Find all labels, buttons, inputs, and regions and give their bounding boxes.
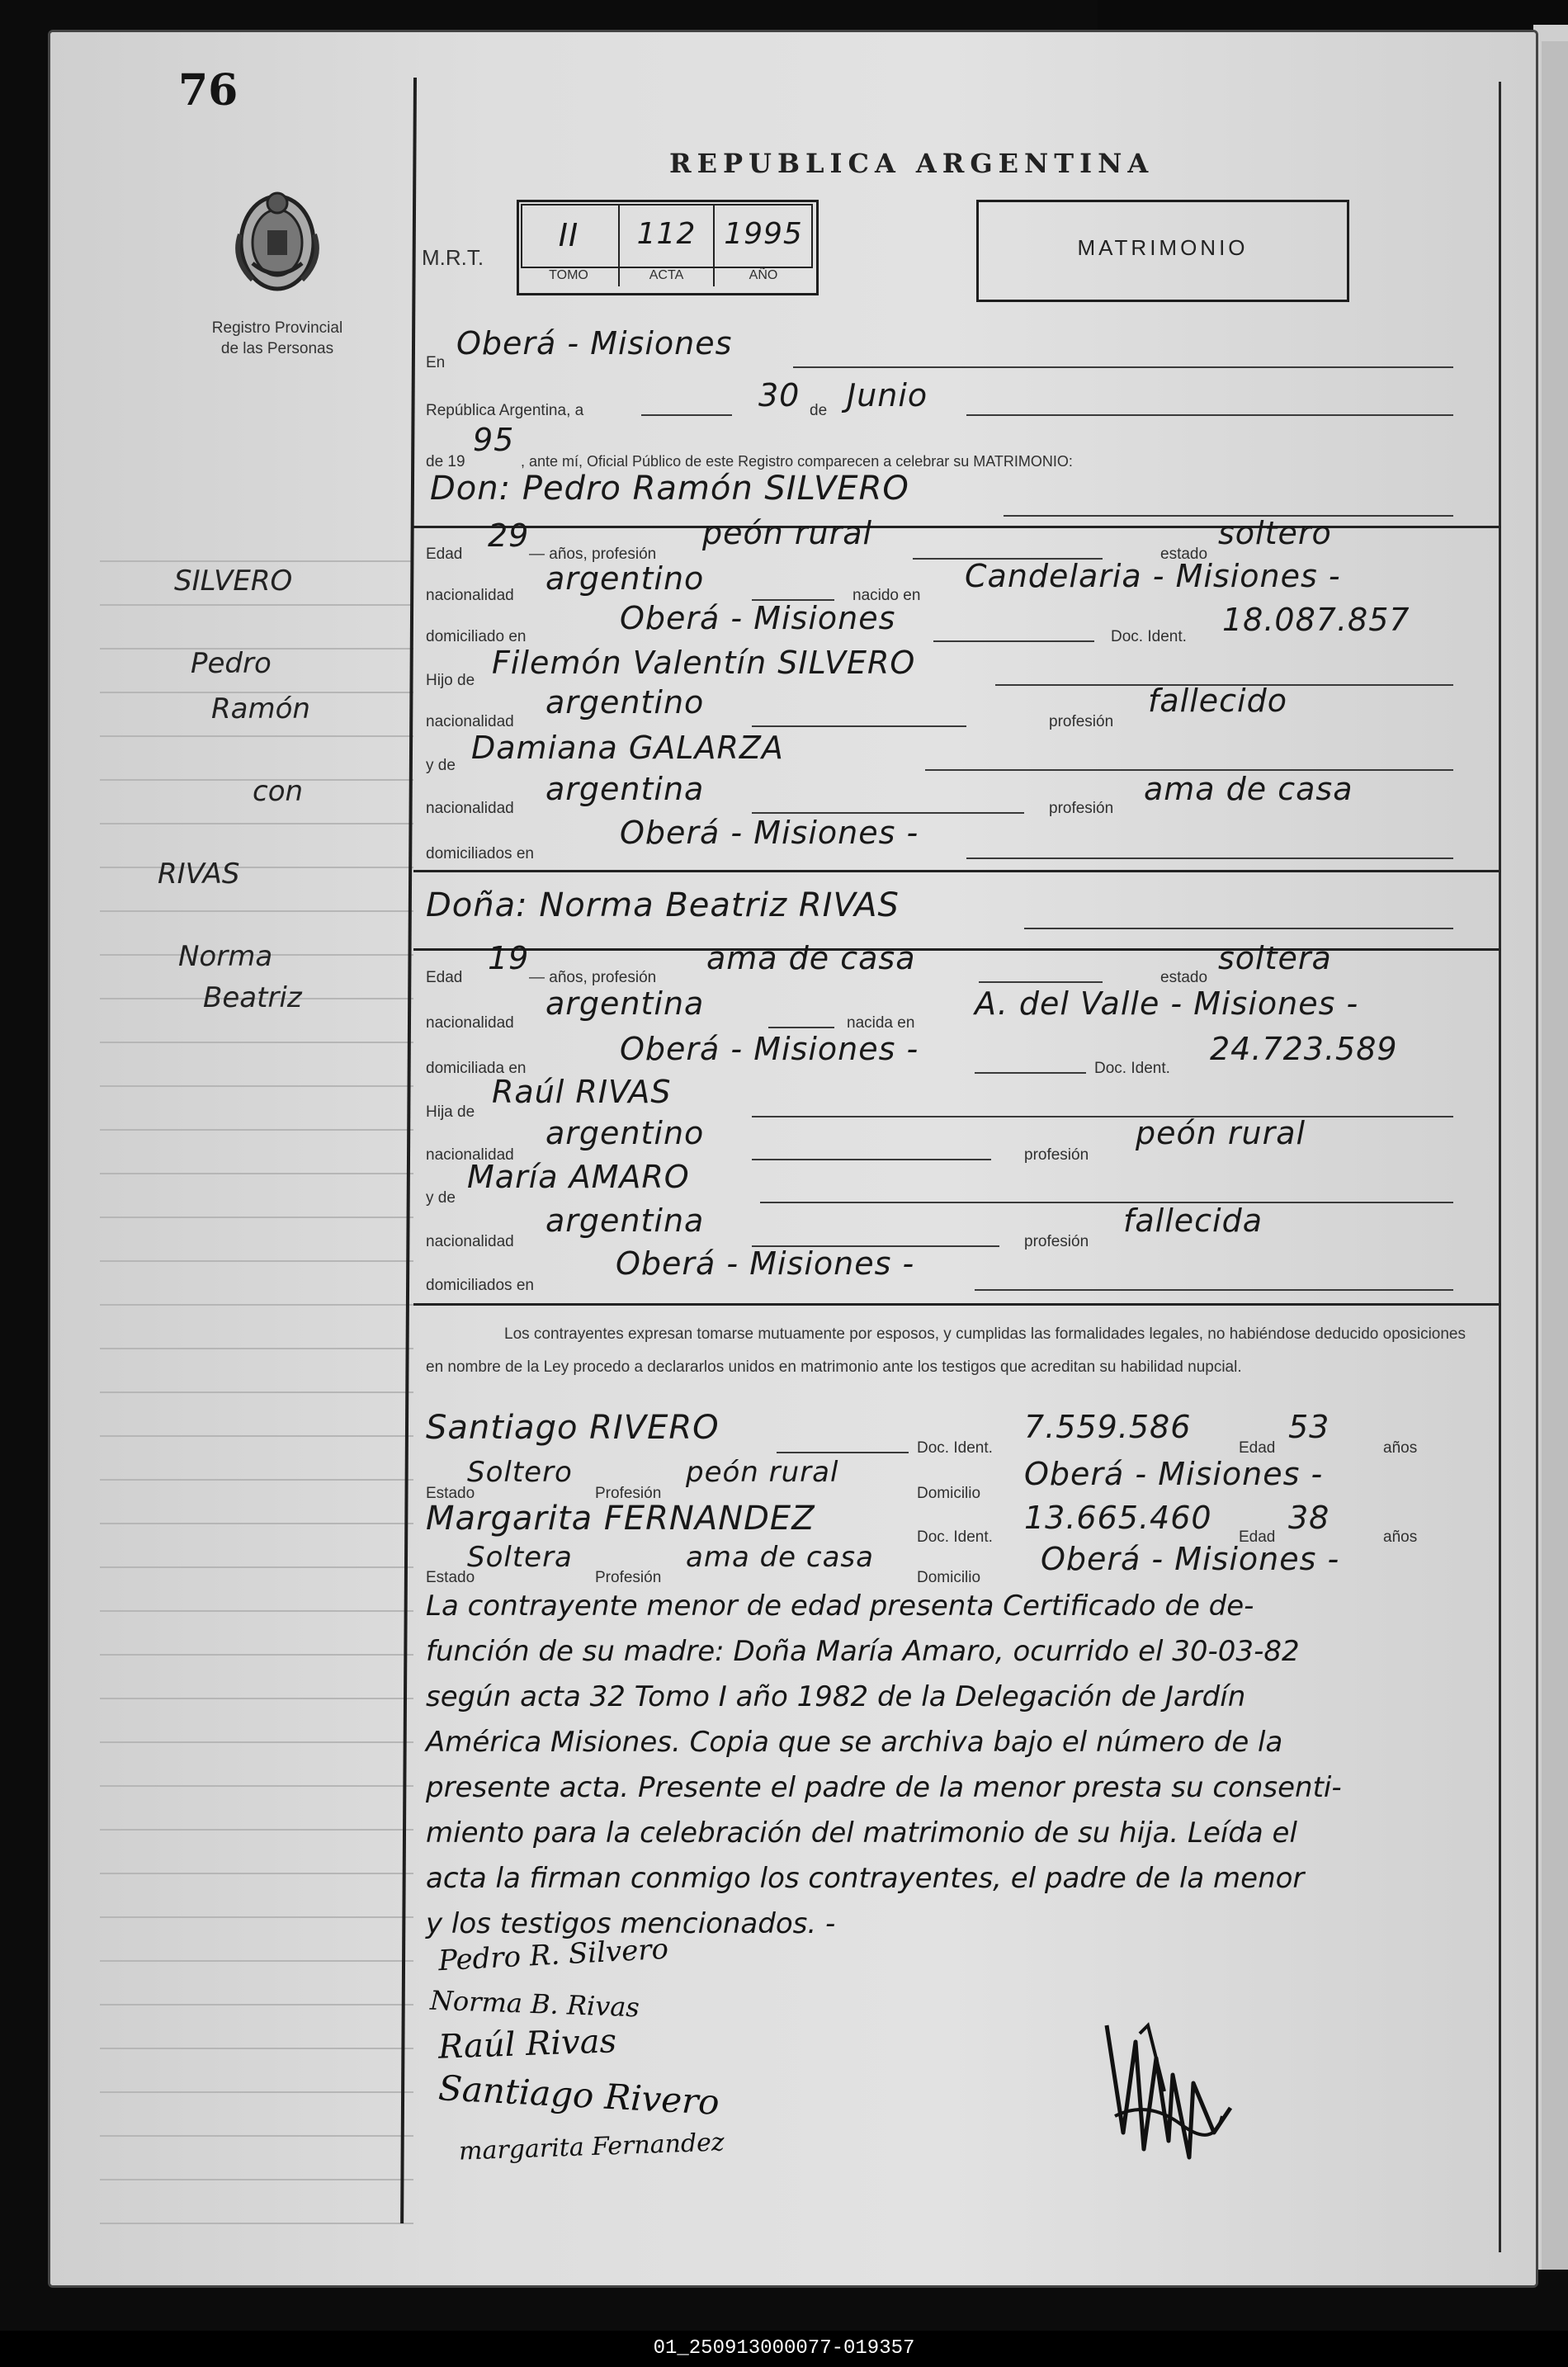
groom-mother: Damiana GALARZA [471,730,784,766]
ano-label: AÑO [749,268,778,282]
witness2-doc: 13.665.460 [1024,1500,1212,1536]
mrt-box [517,200,819,295]
registry-name-line1: Registro Provincial [211,319,343,337]
witness2-domicilio: Oberá - Misiones - [1041,1541,1340,1577]
statement-text: , ante mí, Oficial Público de este Registro comparecen a celebrar su MATRIMONIO: [521,453,1073,470]
groom-mother-label: y de [426,757,456,774]
bride-domicilio: Oberá - Misiones - [620,1031,919,1067]
ruled-line [100,604,413,606]
note-line: y los testigos mencionados. - [426,1907,836,1940]
groom-father: Filemón Valentín SILVERO [492,645,916,681]
groom-domicilio: Oberá - Misiones [620,600,896,636]
groom-profesion-label: — años, profesión [529,546,657,563]
groom-mother-prof-label: profesión [1049,800,1114,817]
page-background [50,32,1536,2285]
bride-father: Raúl RIVAS [492,1074,672,1110]
book-edge-shadow [1542,41,1568,2270]
ruled-line [100,1698,413,1699]
mrt-label: M.R.T. [422,245,484,270]
groom-edad-label: Edad [426,546,463,563]
ruled-line [100,1654,413,1656]
ruled-line [100,2004,413,2006]
bride-mother: María AMARO [467,1159,690,1195]
note-line: acta la firman conmigo los contrayentes, el padre de la menor [426,1862,1305,1895]
witness2-estado: Soltera [467,1541,573,1574]
registry-name-line2: de las Personas [220,340,334,357]
official-signature [1090,2009,1239,2174]
witness2-anos-label: años [1383,1528,1418,1546]
groom-name: Don: Pedro Ramón SILVERO [430,470,909,508]
witness1-anos-label: años [1383,1439,1418,1457]
groom-dom-label: domiciliado en [426,628,527,645]
republic-label: República Argentina, a [426,402,584,419]
signature-witness2: margarita Fernandez [458,2128,725,2166]
ruled-line [100,1304,413,1306]
bride-doc-label: Doc. Ident. [1094,1060,1170,1077]
note-line: La contrayente menor de edad presenta Certificado de de- [426,1590,1254,1623]
witness2-edad-label: Edad [1239,1528,1276,1546]
note-line: función de su madre: Doña María Amaro, ocurrido el 30-03-82 [426,1635,1300,1668]
right-margin-line [1499,82,1501,2252]
acta-label: ACTA [649,268,684,282]
groom-father-nac-label: nacionalidad [426,713,514,730]
en-label: En [426,354,446,371]
signature-father: Raúl Rivas [437,2022,617,2067]
ruled-line [100,560,413,562]
ruled-line [100,1960,413,1962]
margin-surname2: RIVAS [158,858,240,891]
tomo-value: II [558,217,579,253]
ruled-line [100,1042,413,1043]
bride-estado-label: estado [1160,969,1208,986]
bride-nacida-en: A. del Valle - Misiones - [975,985,1359,1022]
groom-edad: 29 [488,517,530,554]
background-top-right [1098,0,1568,33]
de-label: de [810,402,828,419]
act-type-label: MATRIMONIO [1077,235,1249,260]
ruled-line [100,1741,413,1743]
ruled-line [100,2091,413,2093]
bride-profesion: ama de casa [706,940,916,976]
groom-parents-dom: Oberá - Misiones - [620,815,919,851]
groom-father-prof-label: profesión [1049,713,1114,730]
witness1-domicilio: Oberá - Misiones - [1024,1456,1324,1492]
margin-surname1: SILVERO [174,565,293,598]
ruled-line [100,1129,413,1131]
bride-hija-label: Hija de [426,1103,475,1121]
declaration-text: Los contrayentes expresan tomarse mutuamente por esposos, y cumplidas las formalidades legales, no habiéndose deducido oposiciones en nombre de la Ley procedo a declararlos unidos en matrimonio ante los testigos que acreditan su habilidad nupcial. [426,1325,1466,1376]
note-line: miento para la celebración del matrimonio de su hija. Leída el [426,1817,1297,1850]
ruled-line [100,1217,413,1218]
signature-witness1: Santiago Rivero [437,2067,720,2123]
ruled-line [100,1610,413,1612]
ruled-line [100,1348,413,1349]
groom-mother-prof: ama de casa [1144,771,1353,807]
witness2-doc-label: Doc. Ident. [917,1528,993,1546]
bride-mother-nac-label: nacionalidad [426,1233,514,1250]
ruled-line [100,1391,413,1393]
groom-parents-dom-label: domiciliados en [426,845,534,862]
bride-nacionalidad: argentina [545,985,705,1022]
witness1-edad: 53 [1288,1409,1330,1445]
margin-given1b: Ramón [211,692,310,725]
margin-given2b: Beatriz [203,981,302,1014]
ruled-line [100,1829,413,1831]
bride-edad: 19 [488,940,530,976]
groom-estado: soltero [1218,515,1332,551]
bride-estado: soltera [1218,940,1332,976]
margin-divider [400,78,417,2223]
signature-groom: Pedro R. Silvero [437,1932,669,1978]
witness1-estado: Soltero [467,1456,573,1489]
bride-mother-prof: fallecida [1123,1202,1263,1239]
ruled-line [100,2048,413,2049]
ruled-line [100,1523,413,1524]
bride-mother-nac: argentina [545,1202,705,1239]
witness1-name: Santiago RIVERO [426,1409,720,1447]
ruled-line [100,1173,413,1174]
witness1-doc-label: Doc. Ident. [917,1439,993,1457]
country-heading: REPUBLICA ARGENTINA [669,148,1155,179]
ruled-line [100,2135,413,2137]
ruled-line [100,1479,413,1481]
register-page [48,30,1538,2288]
witness1-edad-label: Edad [1239,1439,1276,1457]
witness2-edad: 38 [1288,1500,1330,1536]
place-value: Oberá - Misiones [456,325,733,361]
groom-mother-nac: argentina [545,771,705,807]
groom-nacionalidad: argentino [545,560,705,597]
groom-nac-label: nacionalidad [426,587,514,604]
bride-father-prof-label: profesión [1024,1146,1089,1164]
act-type-box [976,200,1349,302]
bride-father-prof: peón rural [1136,1115,1306,1151]
groom-father-prof: fallecido [1148,683,1287,719]
groom-nacido-label: nacido en [852,587,921,604]
witness2-profesion-label: Profesión [595,1569,662,1586]
bride-parents-dom: Oberá - Misiones - [616,1245,915,1282]
bride-mother-prof-label: profesión [1024,1233,1089,1250]
bride-father-nac: argentino [545,1115,705,1151]
note-line: América Misiones. Copia que se archiva bajo el número de la [426,1726,1283,1759]
margin-given2a: Norma [178,940,273,973]
groom-estado-label: estado [1160,546,1208,563]
groom-father-nac: argentino [545,684,705,720]
bride-nacida-label: nacida en [847,1014,915,1032]
groom-profesion: peón rural [702,515,873,551]
groom-nacido-en: Candelaria - Misiones - [965,558,1341,594]
bride-parents-dom-label: domiciliados en [426,1277,534,1294]
witness2-estado-label: Estado [426,1569,475,1586]
annotation-notes [426,1584,1342,1947]
margin-connector: con [253,775,304,808]
bride-doc: 24.723.589 [1210,1031,1398,1067]
witness1-doc: 7.559.586 [1024,1409,1192,1445]
ruled-line [100,1260,413,1262]
groom-doc-label: Doc. Ident. [1111,628,1187,645]
groom-mother-nac-label: nacionalidad [426,800,514,817]
month-value: Junio [847,377,928,413]
margin-given1a: Pedro [191,647,272,680]
witness2-name: Margarita FERNANDEZ [426,1500,815,1538]
bride-mother-label: y de [426,1189,456,1207]
bride-father-nac-label: nacionalidad [426,1146,514,1164]
footer-caption: 01_250913000077-019357 [0,2331,1568,2367]
ruled-line [100,1916,413,1918]
ruled-line [100,1435,413,1437]
ruled-line [100,823,413,824]
bride-profesion-label: — años, profesión [529,969,657,986]
witness1-profesion: peón rural [686,1456,839,1489]
note-line: presente acta. Presente el padre de la menor presta su consenti- [426,1771,1342,1804]
witness1-estado-label: Estado [426,1485,475,1502]
bride-name: Doña: Norma Beatriz RIVAS [426,886,900,924]
ruled-line [100,1085,413,1087]
witness2-profesion: ama de casa [686,1541,874,1574]
ruled-line [100,2223,413,2224]
coat-of-arms-emblem [228,185,327,296]
groom-hijo-label: Hijo de [426,672,475,689]
page-number: 76 [178,65,239,116]
ruled-line [100,910,413,912]
witness2-domicilio-label: Domicilio [917,1569,981,1586]
ruled-line [100,1785,413,1787]
ano-value: 1995 [724,217,803,251]
bride-edad-label: Edad [426,969,463,986]
ruled-line [100,1566,413,1568]
ruled-line [100,1873,413,1874]
ruled-line [100,2179,413,2180]
bride-dom-label: domiciliada en [426,1060,527,1077]
year-prefix: de 19 [426,453,465,470]
ruled-line [100,735,413,737]
bride-nac-label: nacionalidad [426,1014,514,1032]
note-line: según acta 32 Tomo I año 1982 de la Delegación de Jardín [426,1680,1246,1713]
tomo-label: TOMO [549,268,588,282]
day-value: 30 [758,377,801,413]
signature-bride: Norma B. Rivas [429,1984,640,2024]
groom-doc: 18.087.857 [1222,602,1410,638]
ruled-line [100,867,413,868]
acta-value: 112 [636,217,697,251]
witness1-profesion-label: Profesión [595,1485,662,1502]
year-suffix: 95 [473,422,515,458]
witness1-domicilio-label: Domicilio [917,1485,981,1502]
